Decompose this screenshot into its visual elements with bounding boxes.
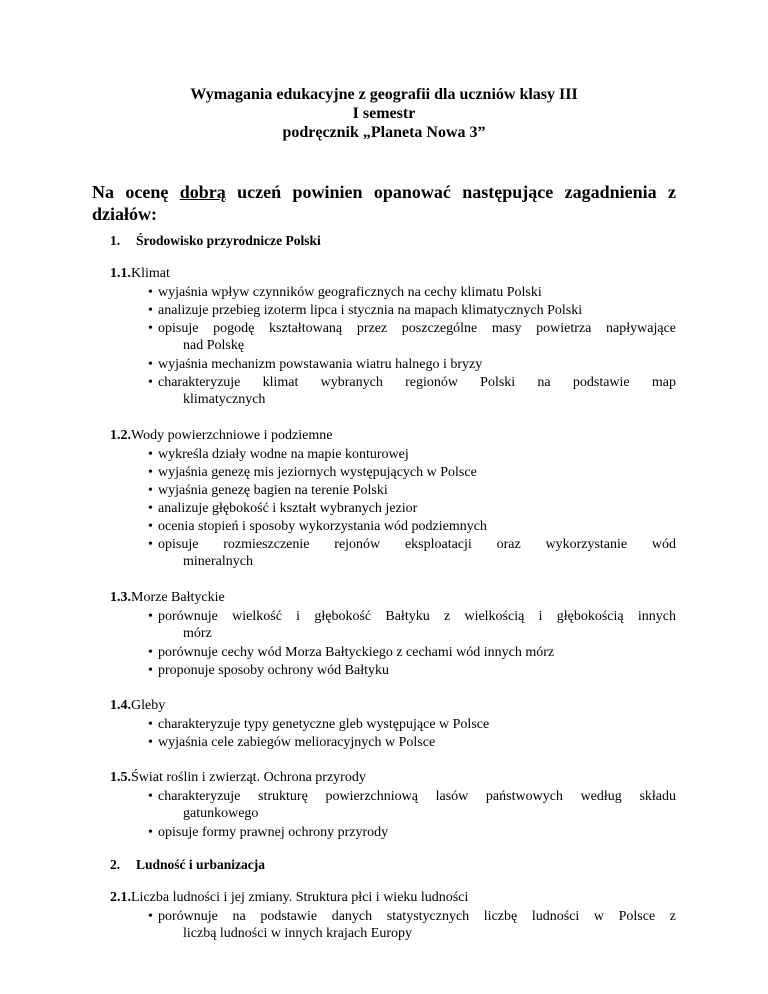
subsection-number: 1.3. bbox=[110, 590, 131, 605]
bullet-icon: • bbox=[148, 663, 153, 678]
bullet-icon: • bbox=[148, 285, 153, 300]
list-item bbox=[148, 482, 676, 500]
bullet-icon: • bbox=[148, 645, 153, 660]
subsection-number: 1.1. bbox=[110, 266, 131, 281]
list-item bbox=[148, 320, 676, 338]
list-item-text: porównuje na podstawie danych statystycznych liczbę ludności w Polsce z bbox=[158, 909, 676, 924]
list-item-continuation: nad Polskę bbox=[183, 338, 245, 353]
list-item bbox=[148, 374, 676, 392]
intro-text-line2: działów: bbox=[92, 204, 157, 224]
bullet-icon: • bbox=[148, 735, 153, 750]
bullet-icon: • bbox=[148, 909, 153, 924]
list-item bbox=[148, 446, 676, 464]
bullet-icon: • bbox=[148, 789, 153, 804]
list-item-text: wykreśla działy wodne na mapie konturowej bbox=[158, 447, 409, 462]
list-item-text: charakteryzuje klimat wybranych regionów Polski na podstawie map bbox=[158, 375, 676, 390]
subsection-label: Gleby bbox=[131, 698, 166, 713]
list-item-text: opisuje rozmieszczenie rejonów eksploatacji oraz wykorzystanie wód bbox=[158, 537, 676, 552]
list-item bbox=[148, 908, 676, 926]
list-item-text: ocenia stopień i sposoby wykorzystania wód podziemnych bbox=[158, 519, 487, 534]
list-item-continuation: gatunkowego bbox=[183, 806, 259, 821]
list-item-text: wyjaśnia genezę mis jeziornych występujących w Polsce bbox=[158, 465, 477, 480]
subsection-number: 1.4. bbox=[110, 698, 131, 713]
bullet-icon: • bbox=[148, 717, 153, 732]
bullet-icon: • bbox=[148, 321, 153, 336]
list-item bbox=[148, 734, 676, 752]
section-label: Środowisko przyrodnicze Polski bbox=[136, 233, 321, 248]
subsection-heading bbox=[110, 590, 225, 606]
bullet-icon: • bbox=[148, 357, 153, 372]
list-item bbox=[148, 788, 676, 806]
subsection-heading bbox=[110, 890, 468, 906]
list-item bbox=[148, 716, 676, 734]
intro-text-end: uczeń powinien opanować następujące zagadnienia z bbox=[225, 182, 676, 202]
subsection-label: Klimat bbox=[131, 266, 170, 281]
subsection-heading bbox=[110, 770, 366, 786]
list-item bbox=[148, 662, 676, 680]
list-item bbox=[148, 356, 676, 374]
subsection-heading bbox=[110, 266, 170, 282]
list-item-text: wyjaśnia genezę bagien na terenie Polski bbox=[158, 483, 388, 498]
list-item-text: analizuje przebieg izoterm lipca i stycznia na mapach klimatycznych Polski bbox=[158, 303, 583, 318]
list-item-continuation: klimatycznych bbox=[183, 392, 266, 407]
bullet-icon: • bbox=[148, 537, 153, 552]
section-heading bbox=[110, 233, 321, 249]
bullet-icon: • bbox=[148, 519, 153, 534]
bullet-icon: • bbox=[148, 375, 153, 390]
document-title-line1: Wymagania edukacyjne z geografii dla uczniów klasy III bbox=[190, 86, 578, 103]
list-item-text: wyjaśnia wpływ czynników geograficznych na cechy klimatu Polski bbox=[158, 285, 542, 300]
intro-text-start: Na ocenę bbox=[92, 182, 180, 202]
subsection-number: 1.2. bbox=[110, 428, 131, 443]
section-label: Ludność i urbanizacja bbox=[136, 857, 266, 872]
bullet-icon: • bbox=[148, 447, 153, 462]
document-title-line2: I semestr bbox=[352, 105, 416, 122]
list-item bbox=[148, 464, 676, 482]
section-number: 2. bbox=[110, 857, 121, 872]
list-item-continuation: mórz bbox=[183, 626, 212, 641]
list-item-text: porównuje wielkość i głębokość Bałtyku z wielkością i głębokością innych bbox=[158, 609, 676, 624]
list-item-text: opisuje pogodę kształtowaną przez poszczególne masy powietrza napływające bbox=[158, 321, 676, 336]
bullet-icon: • bbox=[148, 825, 153, 840]
list-item bbox=[148, 536, 676, 554]
list-item bbox=[148, 302, 676, 320]
list-item-text: porównuje cechy wód Morza Bałtyckiego z cechami wód innych mórz bbox=[158, 645, 555, 660]
subsection-heading bbox=[110, 428, 332, 444]
list-item bbox=[148, 518, 676, 536]
list-item-continuation: mineralnych bbox=[183, 554, 253, 569]
document-title-line3: podręcznik „Planeta Nowa 3” bbox=[282, 124, 486, 141]
intro-paragraph bbox=[92, 181, 676, 225]
list-item bbox=[148, 284, 676, 302]
list-item bbox=[148, 608, 676, 626]
list-item bbox=[148, 500, 676, 518]
subsection-label: Świat roślin i zwierząt. Ochrona przyrody bbox=[131, 770, 366, 785]
intro-grade-underlined: dobrą bbox=[179, 182, 226, 202]
subsection-number: 1.5. bbox=[110, 770, 131, 785]
list-item-text: analizuje głębokość i kształt wybranych jezior bbox=[158, 501, 418, 516]
list-item-text: charakteryzuje strukturę powierzchniową lasów państwowych według składu bbox=[158, 789, 676, 804]
subsection-heading bbox=[110, 698, 165, 714]
bullet-icon: • bbox=[148, 483, 153, 498]
bullet-icon: • bbox=[148, 609, 153, 624]
list-item-text: charakteryzuje typy genetyczne gleb występujące w Polsce bbox=[158, 717, 490, 732]
list-item-continuation: liczbą ludności w innych krajach Europy bbox=[183, 926, 412, 941]
list-item-text: opisuje formy prawnej ochrony przyrody bbox=[158, 825, 389, 840]
list-item-text: proponuje sposoby ochrony wód Bałtyku bbox=[158, 663, 389, 678]
subsection-label: Morze Bałtyckie bbox=[131, 590, 225, 605]
subsection-label: Liczba ludności i jej zmiany. Struktura płci i wieku ludności bbox=[131, 890, 469, 905]
list-item bbox=[148, 644, 676, 662]
bullet-icon: • bbox=[148, 465, 153, 480]
section-heading bbox=[110, 857, 265, 873]
bullet-icon: • bbox=[148, 501, 153, 516]
list-item-text: wyjaśnia mechanizm powstawania wiatru halnego i bryzy bbox=[158, 357, 483, 372]
subsection-label: Wody powierzchniowe i podziemne bbox=[131, 428, 333, 443]
list-item bbox=[148, 824, 676, 842]
subsection-number: 2.1. bbox=[110, 890, 131, 905]
section-number: 1. bbox=[110, 233, 121, 248]
bullet-icon: • bbox=[148, 303, 153, 318]
list-item-text: wyjaśnia cele zabiegów melioracyjnych w Polsce bbox=[158, 735, 436, 750]
